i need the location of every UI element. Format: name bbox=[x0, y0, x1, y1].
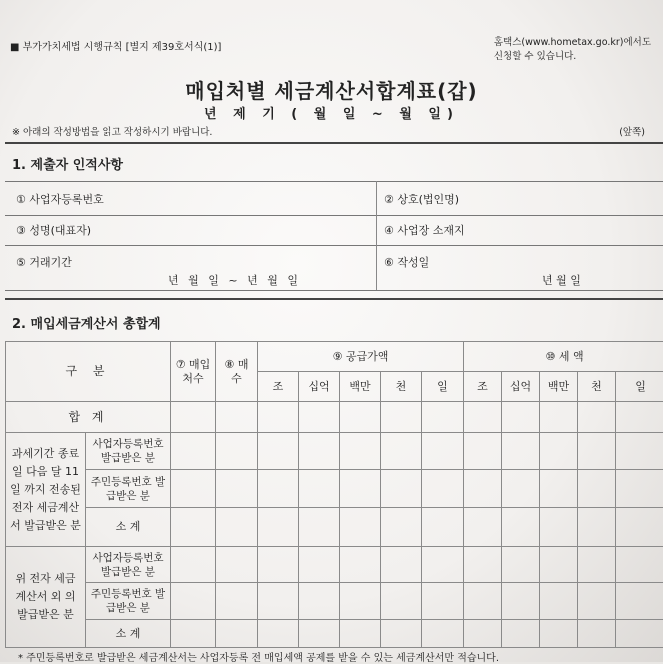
form-title: 매입처별 세금계산서합계표(갑) bbox=[0, 75, 663, 104]
representative-name-field[interactable]: ③ 성명(대표자) bbox=[16, 222, 91, 238]
page-side-label: (앞쪽) bbox=[619, 124, 645, 138]
invoice-count-header: ⑧ 매수 bbox=[216, 342, 258, 402]
divider bbox=[5, 215, 663, 216]
divider bbox=[5, 142, 663, 144]
unit-ten-billion: 십억 bbox=[502, 372, 540, 402]
unit-one: 일 bbox=[422, 372, 464, 402]
unit-ten-billion: 십억 bbox=[299, 372, 340, 402]
table-row bbox=[6, 547, 663, 583]
unit-million: 백만 bbox=[540, 372, 578, 402]
date-written-field[interactable]: ⑥ 작성일 bbox=[384, 254, 429, 270]
divider bbox=[376, 181, 377, 290]
hometax-note-line2: 신청할 수 있습니다. bbox=[494, 50, 651, 64]
unit-cho: 조 bbox=[464, 372, 502, 402]
period-line: 년 제 기 ( 월 일 ~ 월 일) bbox=[0, 103, 663, 122]
subtotal-label: 소 계 bbox=[86, 620, 171, 648]
instruction-note: ※ 아래의 작성방법을 읽고 작성하시기 바랍니다. bbox=[12, 124, 212, 138]
divider bbox=[5, 181, 663, 182]
grand-total-label: 합 계 bbox=[6, 402, 171, 433]
divider bbox=[5, 290, 663, 291]
other-invoice-group-label: 위 전자 세금계산서 외 의 발급받은 분 bbox=[6, 547, 86, 648]
regulation-label: ■ 부가가치세법 시행규칙 [별지 제39호서식(1)] bbox=[10, 38, 221, 53]
unit-cho: 조 bbox=[258, 372, 299, 402]
summary-table bbox=[5, 341, 663, 648]
date-written-value: 년 월 일 bbox=[542, 272, 581, 288]
unit-thousand: 천 bbox=[578, 372, 616, 402]
supply-value-header: ⑨ 공급가액 bbox=[258, 342, 464, 372]
table-row bbox=[6, 620, 663, 648]
section1-heading: 1. 제출자 인적사항 bbox=[12, 154, 123, 173]
hometax-note-line1: 홈택스(www.hometax.go.kr)에서도 bbox=[494, 36, 651, 50]
footnote: * 주민등록번호로 발급받은 세금계산서는 사업자등록 전 매입세액 공제를 받을 수 있는 세금계산서만 적습니다. bbox=[18, 649, 499, 664]
hometax-note bbox=[494, 36, 651, 64]
category-header: 구 분 bbox=[6, 342, 171, 402]
business-address-field[interactable]: ④ 사업장 소재지 bbox=[384, 222, 465, 238]
unit-million: 백만 bbox=[340, 372, 381, 402]
table-row bbox=[6, 433, 663, 470]
biz-no-issued-label: 사업자등록번호 발급받은 분 bbox=[86, 433, 171, 470]
subtotal-label: 소 계 bbox=[86, 508, 171, 547]
biz-no-issued-label: 사업자등록번호 발급받은 분 bbox=[86, 547, 171, 583]
tax-amount-header: ⑩ 세 액 bbox=[464, 342, 663, 372]
table-row bbox=[6, 508, 663, 547]
resident-no-issued-label: 주민등록번호 발급받은 분 bbox=[86, 470, 171, 508]
suppliers-count-header: ⑦ 매입 처수 bbox=[171, 342, 216, 402]
divider bbox=[5, 245, 663, 246]
table-row bbox=[6, 402, 663, 433]
unit-thousand: 천 bbox=[381, 372, 422, 402]
divider bbox=[5, 298, 663, 300]
biz-no-field[interactable]: ① 사업자등록번호 bbox=[16, 191, 104, 207]
table-row bbox=[6, 583, 663, 620]
table-row bbox=[6, 470, 663, 508]
transaction-period-field[interactable]: ⑤ 거래기간 bbox=[16, 254, 72, 270]
section2-heading: 2. 매입세금계산서 총합계 bbox=[12, 313, 161, 332]
transaction-period-value: 년 월 일 ~ 년 월 일 bbox=[168, 272, 298, 288]
trade-name-field[interactable]: ② 상호(법인명) bbox=[384, 191, 459, 207]
resident-no-issued-label: 주민등록번호 발급받은 분 bbox=[86, 583, 171, 620]
unit-one: 일 bbox=[616, 372, 663, 402]
electronic-invoice-group-label: 과세기간 종료일 다음 달 11일 까지 전송된 전자 세금계산서 발급받은 분 bbox=[6, 433, 86, 547]
